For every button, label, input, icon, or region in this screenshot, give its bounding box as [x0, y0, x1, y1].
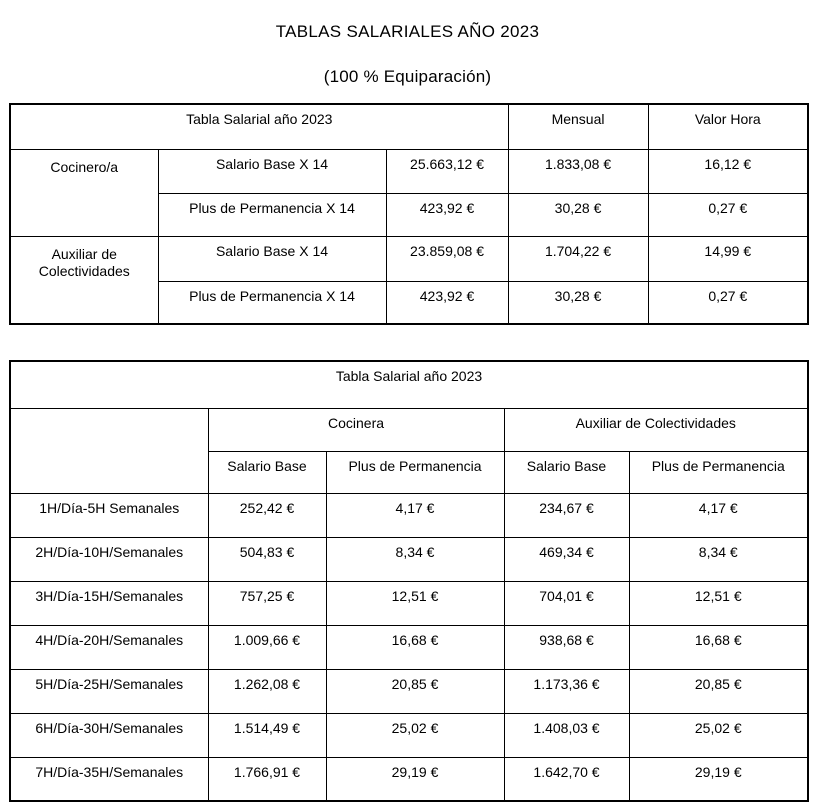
table-header-row — [10, 104, 808, 149]
table1-annual-cell: 23.859,08 € — [386, 236, 508, 281]
table2-aux-base-cell: 938,68 € — [504, 625, 629, 669]
table1-title-cell: Tabla Salarial año 2023 — [10, 104, 508, 149]
table2-coc-base-cell: 1.262,08 € — [208, 669, 326, 713]
table-row — [10, 669, 808, 713]
table2-coc-plus-cell: 4,17 € — [326, 493, 504, 537]
table1-valor-hora-cell: 16,12 € — [648, 149, 808, 193]
table-row — [10, 581, 808, 625]
page-subtitle: (100 % Equiparación) — [323, 67, 492, 86]
table1-mensual-cell: 30,28 € — [508, 193, 648, 236]
table1-annual-cell: 25.663,12 € — [386, 149, 508, 193]
table1-mensual-cell: 30,28 € — [508, 281, 648, 324]
table2-aux-plus-cell: 16,68 € — [629, 625, 808, 669]
table2-band-label: 6H/Día-30H/Semanales — [10, 713, 208, 757]
table1-category-cocinero: Cocinero/a — [10, 149, 158, 236]
salary-table-annual — [9, 103, 809, 325]
table1-concept-cell: Plus de Permanencia X 14 — [158, 281, 386, 324]
salary-table-hour-bands — [9, 360, 809, 802]
table2-coc-plus-cell: 29,19 € — [326, 757, 504, 801]
table-row — [10, 537, 808, 581]
table2-corner-cell — [10, 408, 208, 493]
table2-group-cocinera: Cocinera — [208, 408, 504, 451]
table2-band-label: 5H/Día-25H/Semanales — [10, 669, 208, 713]
table2-title-cell: Tabla Salarial año 2023 — [10, 361, 808, 408]
table-row — [10, 713, 808, 757]
table2-band-label: 4H/Día-20H/Semanales — [10, 625, 208, 669]
table2-coc-plus-cell: 8,34 € — [326, 537, 504, 581]
table2-aux-plus-cell: 25,02 € — [629, 713, 808, 757]
table1-concept-cell: Salario Base X 14 — [158, 149, 386, 193]
table1-col-valor-hora: Valor Hora — [648, 104, 808, 149]
table2-band-label: 2H/Día-10H/Semanales — [10, 537, 208, 581]
page-title: TABLAS SALARIALES AÑO 2023 — [275, 22, 540, 41]
table2-band-label: 7H/Día-35H/Semanales — [10, 757, 208, 801]
table2-aux-base-cell: 1.642,70 € — [504, 757, 629, 801]
table1-annual-cell: 423,92 € — [386, 281, 508, 324]
table2-aux-base-cell: 234,67 € — [504, 493, 629, 537]
table2-coc-base-cell: 504,83 € — [208, 537, 326, 581]
table1-valor-hora-cell: 14,99 € — [648, 236, 808, 281]
table2-coc-base-cell: 1.766,91 € — [208, 757, 326, 801]
table1-col-mensual: Mensual — [508, 104, 648, 149]
table-row — [10, 236, 808, 281]
table-header-row — [10, 361, 808, 408]
table1-annual-cell: 423,92 € — [386, 193, 508, 236]
table-header-row — [10, 408, 808, 451]
table1-concept-cell: Plus de Permanencia X 14 — [158, 193, 386, 236]
table2-aux-plus-cell: 8,34 € — [629, 537, 808, 581]
table2-band-label: 3H/Día-15H/Semanales — [10, 581, 208, 625]
table2-col-salario-base-auxiliar: Salario Base — [504, 451, 629, 493]
table2-band-label: 1H/Día-5H Semanales — [10, 493, 208, 537]
table1-valor-hora-cell: 0,27 € — [648, 281, 808, 324]
table1-valor-hora-cell: 0,27 € — [648, 193, 808, 236]
table2-aux-base-cell: 1.173,36 € — [504, 669, 629, 713]
table2-coc-base-cell: 757,25 € — [208, 581, 326, 625]
table2-aux-plus-cell: 20,85 € — [629, 669, 808, 713]
table-row — [10, 757, 808, 801]
table2-aux-plus-cell: 29,19 € — [629, 757, 808, 801]
table2-coc-base-cell: 252,42 € — [208, 493, 326, 537]
table2-coc-plus-cell: 12,51 € — [326, 581, 504, 625]
table2-col-plus-cocinera: Plus de Permanencia — [326, 451, 504, 493]
table2-coc-plus-cell: 16,68 € — [326, 625, 504, 669]
table-row — [10, 625, 808, 669]
table2-aux-base-cell: 1.408,03 € — [504, 713, 629, 757]
table-row — [10, 149, 808, 193]
table1-category-auxiliar: Auxiliar de Colectividades — [10, 236, 158, 324]
table2-col-salario-base-cocinera: Salario Base — [208, 451, 326, 493]
table2-coc-plus-cell: 25,02 € — [326, 713, 504, 757]
table2-aux-base-cell: 469,34 € — [504, 537, 629, 581]
table2-group-auxiliar: Auxiliar de Colectividades — [504, 408, 808, 451]
table-row — [10, 493, 808, 537]
table2-aux-plus-cell: 12,51 € — [629, 581, 808, 625]
table2-coc-base-cell: 1.009,66 € — [208, 625, 326, 669]
table1-concept-cell: Salario Base X 14 — [158, 236, 386, 281]
table2-aux-plus-cell: 4,17 € — [629, 493, 808, 537]
table2-col-plus-auxiliar: Plus de Permanencia — [629, 451, 808, 493]
table2-coc-plus-cell: 20,85 € — [326, 669, 504, 713]
table2-aux-base-cell: 704,01 € — [504, 581, 629, 625]
table1-mensual-cell: 1.704,22 € — [508, 236, 648, 281]
table2-coc-base-cell: 1.514,49 € — [208, 713, 326, 757]
table1-mensual-cell: 1.833,08 € — [508, 149, 648, 193]
